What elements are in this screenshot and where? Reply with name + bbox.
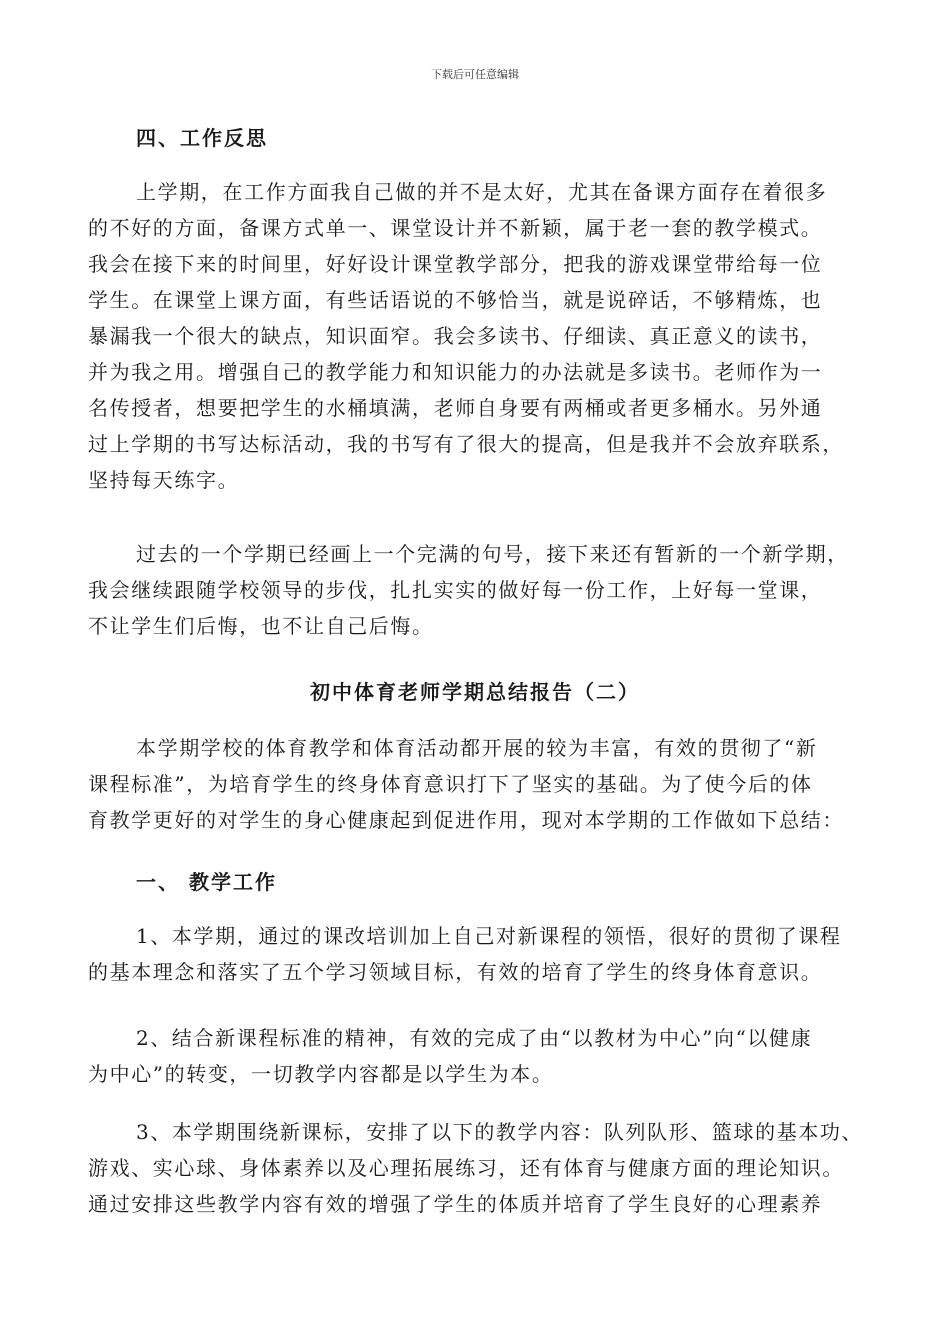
item-2-paragraph	[88, 1020, 878, 1092]
paragraph-line: 名传授者，想要把学生的水桶填满，老师自身要有两桶或者更多桶水。另外通	[88, 396, 823, 420]
header-note: 下载后可任意编辑	[431, 68, 519, 81]
paragraph-line: 育教学更好的对学生的身心健康起到促进作用，现对本学期的工作做如下总结：	[88, 808, 844, 832]
section-heading-reflection: 四、工作反思	[136, 126, 268, 150]
paragraph-line: 为中心”的转变，一切教学内容都是以学生为本。	[88, 1062, 554, 1086]
paragraph-line: 并为我之用。增强自己的教学能力和知识能力的办法就是多读书。老师作为一	[88, 360, 823, 384]
paragraph-line: 2、结合新课程标准的精神，有效的完成了由“以教材为中心”向“以健康	[136, 1026, 813, 1050]
item-3-paragraph	[88, 1114, 878, 1222]
report-title: 初中体育老师学期总结报告（二）	[310, 680, 640, 704]
paragraph-line: 不让学生们后悔，也不让自己后悔。	[88, 614, 434, 638]
paragraph-line: 的基本理念和落实了五个学习领域目标，有效的培育了学生的终身体育意识。	[88, 960, 823, 984]
reflection-paragraph	[88, 174, 878, 498]
paragraph-line: 上学期，在工作方面我自己做的并不是太好，尤其在备课方面存在着很多	[136, 180, 828, 204]
paragraph-line: 游戏、实心球、身体素养以及心理拓展练习，还有体育与健康方面的理论知识。	[88, 1156, 844, 1180]
paragraph-line: 过去的一个学期已经画上一个完满的句号，接下来还有暂新的一个新学期，	[136, 542, 849, 566]
paragraph-line: 课程标准”，为培育学生的终身体育意识打下了坚实的基础。为了使今后的体	[88, 772, 813, 796]
paragraph-line: 我会继续跟随学校领导的步伐，扎扎实实的做好每一份工作，上好每一堂课，	[88, 578, 823, 602]
paragraph-line: 3、本学期围绕新课标，安排了以下的教学内容：队列队形、篮球的基本功、	[136, 1120, 864, 1144]
paragraph-line: 暴漏我一个很大的缺点，知识面窄。我会多读书、仔细读、真正意义的读书，	[88, 324, 823, 348]
section-heading-teaching: 一、 教学工作	[136, 870, 277, 894]
paragraph-line: 过上学期的书写达标活动，我的书写有了很大的提高，但是我并不会放弃联系，	[88, 432, 844, 456]
paragraph-line: 学生。在课堂上课方面，有些话语说的不够恰当，就是说碎话，不够精炼，也	[88, 288, 823, 312]
item-1-paragraph	[88, 918, 878, 990]
paragraph-line: 1、本学期，通过的课改培训加上自己对新课程的领悟，很好的贯彻了课程	[136, 924, 842, 948]
paragraph-line: 坚持每天练字。	[88, 468, 240, 492]
paragraph-line: 的不好的方面，备课方式单一、课堂设计并不新颖，属于老一套的教学模式。	[88, 216, 823, 240]
paragraph-line: 本学期学校的体育教学和体育活动都开展的较为丰富，有效的贯彻了“新	[136, 736, 818, 760]
closing-paragraph	[88, 536, 878, 644]
intro-paragraph	[88, 730, 878, 838]
paragraph-line: 我会在接下来的时间里，好好设计课堂教学部分，把我的游戏课堂带给每一位	[88, 252, 823, 276]
paragraph-line: 通过安排这些教学内容有效的增强了学生的体质并培育了学生良好的心理素养	[88, 1192, 823, 1216]
